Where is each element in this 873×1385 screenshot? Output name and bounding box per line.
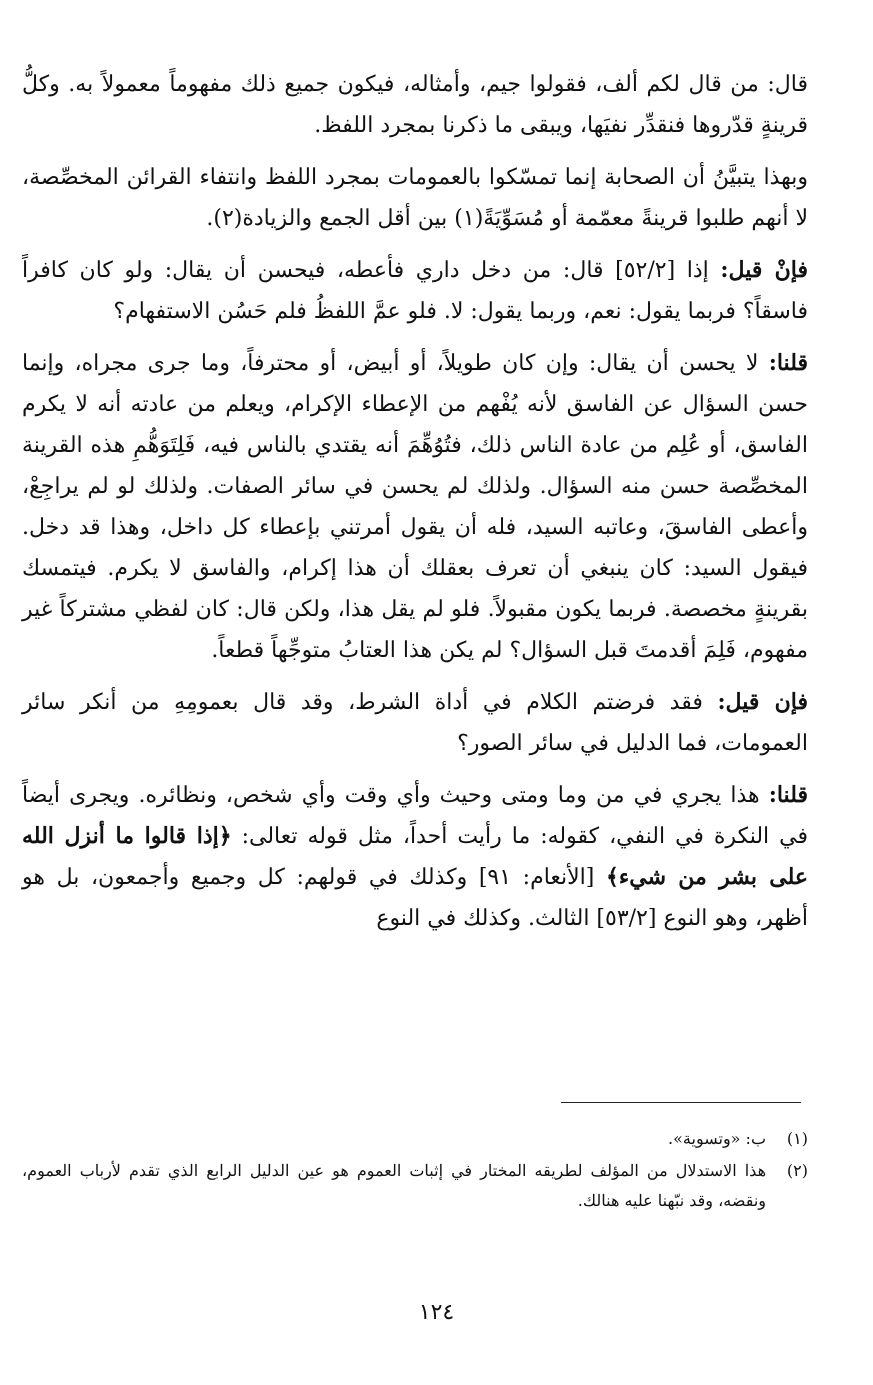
- paragraph-text: إذا [٥٢/٢] قال: من دخل داري فأعطه، فيحسن أن يقال: ولو كان كافراً فاسقاً؟ فربما يقول: نعم، وربما يقول: لا. فلو عمَّ اللفظُ فلم حَسُن الاستفهام؟: [22, 258, 808, 324]
- paragraph-text: وبهذا يتبيَّنُ أن الصحابة إنما تمسّكوا بالعمومات بمجرد اللفظ وانتفاء القرائن المخصِّصة، لا أنهم طلبوا قرينةً معمّمة أو مُسَوِّيَةً(١) بين أقل الجمع والزيادة(٢).: [22, 165, 808, 231]
- footnote: [22, 1124, 808, 1154]
- paragraph-text: فقد فرضتم الكلام في أداة الشرط، وقد قال بعمومِهِ من أنكر سائر العمومات، فما الدليل في سائر الصور؟: [22, 690, 808, 756]
- paragraph-text-tail: [الأنعام: ٩١] وكذلك في قولهم: كل وجميع وأجمعون، بل هو أظهر، وهو النوع [٥٣/٢] الثالث. وكذلك في النوع: [22, 865, 808, 931]
- paragraph-text: قال: من قال لكم ألف، فقولوا جيم، وأمثاله، فيكون جميع ذلك مفهوماً معمولاً به. وكلُّ قرينةٍ قدّروها فنقدِّر نفيَها، ويبقى ما ذكرنا بمجرد اللفظ.: [22, 72, 808, 138]
- paragraph: [22, 64, 808, 146]
- footnote-text: هذا الاستدلال من المؤلف لطريقه المختار في إثبات العموم هو عين الدليل الرابع الذي تقدم لأرباب العموم، ونقضه، وقد نبّهنا عليه هنالك.: [22, 1161, 766, 1210]
- footnote-text: ب: «وتسوية».: [668, 1129, 766, 1148]
- footnote-number: (٢): [786, 1161, 808, 1180]
- paragraph-text: لا يحسن أن يقال: وإن كان طويلاً، أو أبيض، أو محترفاً، وما جرى مجراه، وإنما حسن السؤال عن الفاسق لأنه يُفْهم من الإعطاء الإكرام، ويعلم من عادته أنه لا يكرم الفاسق، أو عُلِم من عادة الناس ذلك، فتُوُهِّمَ أنه يقتدي بالناس فيه، فَلِتَوَهُّمِ هذه القرينة المخصِّصة حسن منه السؤال. ولذلك لم يحسن في سائر الصفات. ولذلك لو لم يراجِعْ، وأعطى الفاسقَ، وعاتبه السيد، فله أن يقول أمرتني بإعطاء كل داخل، وهذا قد دخل. فيقول السيد: كان ينبغي أن تعرف بعقلك أن هذا إكرام، والفاسق لا يكرم. فيتمسك بقرينةٍ مخصصة. فربما يكون مقبولاً. فلو لم يقل هذا، ولكن قال: كان لفظي مشتركاً غير مفهوم، فَلِمَ أقدمتَ قبل السؤال؟ لم يكن هذا العتابُ متوجِّهاً قطعاً.: [22, 351, 808, 663]
- quran-quote: ﴿إذا قالوا ما أنزل الله على بشر من شيء﴾: [22, 823, 808, 890]
- paragraph: [22, 250, 808, 332]
- main-text: [22, 64, 808, 950]
- footnote-separator: [561, 1102, 801, 1103]
- paragraph: [22, 157, 808, 239]
- paragraph-text: هذا يجري في من وما ومتى وحيث وأي وقت وأي شخص، ونظائره. ويجرى أيضاً في النكرة في النفي، كقوله: ما رأيت أحداً، مثل قوله تعالى:: [22, 783, 808, 849]
- footnote-number: (١): [786, 1129, 808, 1148]
- paragraph-lead: قلنا:: [768, 350, 808, 376]
- page-number: ١٢٤: [418, 1300, 455, 1325]
- paragraph-lead: فإن قيل:: [717, 689, 808, 715]
- footnote: [22, 1156, 808, 1216]
- paragraph: [22, 682, 808, 764]
- paragraph-lead: فإنْ قيل:: [720, 257, 808, 283]
- paragraph-lead: قلنا:: [768, 782, 808, 808]
- paragraph: [22, 775, 808, 939]
- footnotes: [22, 1124, 808, 1218]
- paragraph: [22, 343, 808, 671]
